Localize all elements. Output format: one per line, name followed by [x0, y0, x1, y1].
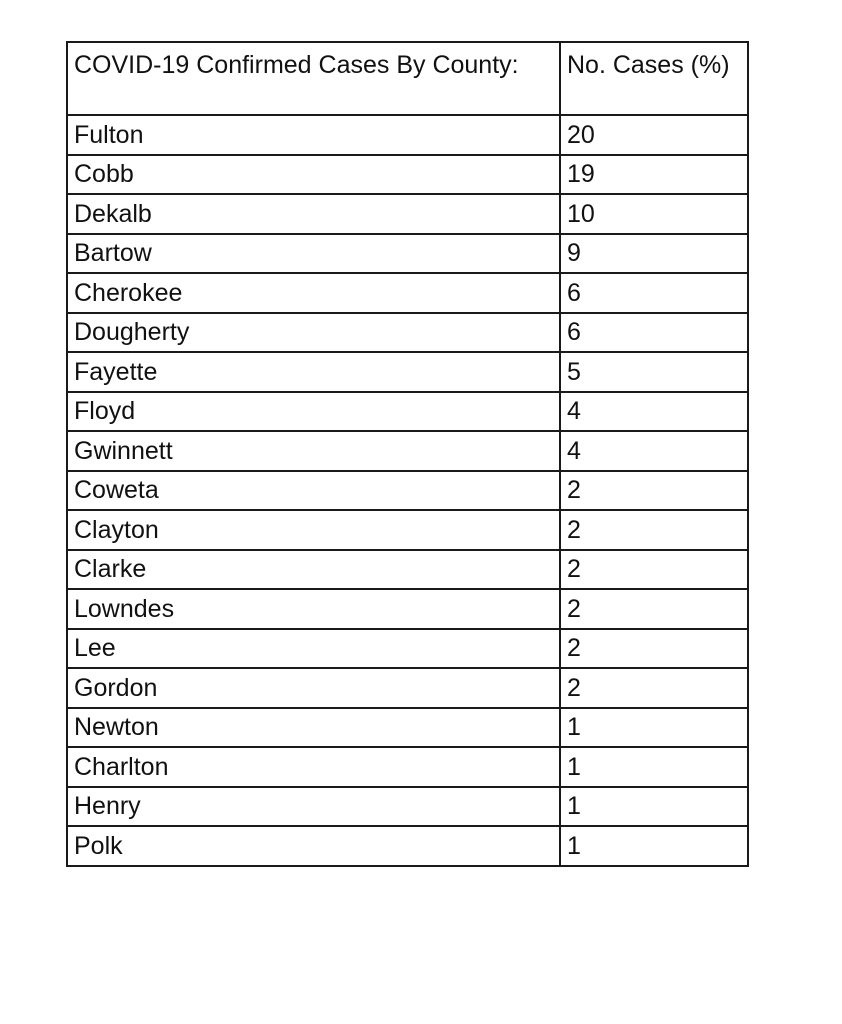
county-cell: Dougherty [67, 313, 560, 353]
county-cell: Floyd [67, 392, 560, 432]
cases-cell: 20 [560, 115, 748, 155]
county-cell: Polk [67, 826, 560, 866]
table-header [67, 42, 748, 115]
cases-cell: 1 [560, 747, 748, 787]
cases-cell: 1 [560, 708, 748, 748]
county-column-header: COVID-19 Confirmed Cases By County: [67, 42, 560, 115]
table-row [67, 668, 748, 708]
table-row [67, 471, 748, 511]
county-cell: Charlton [67, 747, 560, 787]
table-row [67, 115, 748, 155]
table-row [67, 550, 748, 590]
county-cell: Lowndes [67, 589, 560, 629]
table-row [67, 747, 748, 787]
cases-cell: 4 [560, 431, 748, 471]
table-row [67, 510, 748, 550]
cases-cell: 4 [560, 392, 748, 432]
county-cell: Henry [67, 787, 560, 827]
cases-cell: 2 [560, 510, 748, 550]
county-cell: Newton [67, 708, 560, 748]
table-body [67, 115, 748, 866]
cases-cell: 9 [560, 234, 748, 274]
table-row [67, 234, 748, 274]
table-row [67, 431, 748, 471]
table-row [67, 787, 748, 827]
table-row [67, 273, 748, 313]
table-row [67, 589, 748, 629]
covid-cases-table [66, 41, 749, 867]
cases-cell: 6 [560, 313, 748, 353]
county-cell: Gwinnett [67, 431, 560, 471]
cases-cell: 2 [560, 471, 748, 511]
cases-cell: 2 [560, 629, 748, 669]
cases-cell: 1 [560, 787, 748, 827]
cases-cell: 2 [560, 589, 748, 629]
table-row [67, 826, 748, 866]
cases-cell: 6 [560, 273, 748, 313]
cases-cell: 2 [560, 550, 748, 590]
table-row [67, 352, 748, 392]
county-cell: Cherokee [67, 273, 560, 313]
county-cell: Clarke [67, 550, 560, 590]
county-cell: Dekalb [67, 194, 560, 234]
table-row [67, 313, 748, 353]
cases-cell: 1 [560, 826, 748, 866]
county-cell: Lee [67, 629, 560, 669]
cases-cell: 10 [560, 194, 748, 234]
county-cell: Coweta [67, 471, 560, 511]
cases-cell: 19 [560, 155, 748, 195]
table-row [67, 155, 748, 195]
county-cell: Bartow [67, 234, 560, 274]
cases-column-header: No. Cases (%) [560, 42, 748, 115]
county-cell: Cobb [67, 155, 560, 195]
table-row [67, 194, 748, 234]
header-row [67, 42, 748, 115]
table-row [67, 708, 748, 748]
cases-cell: 2 [560, 668, 748, 708]
county-cell: Gordon [67, 668, 560, 708]
county-cell: Fulton [67, 115, 560, 155]
county-cell: Fayette [67, 352, 560, 392]
cases-cell: 5 [560, 352, 748, 392]
county-cell: Clayton [67, 510, 560, 550]
table-row [67, 629, 748, 669]
table-row [67, 392, 748, 432]
